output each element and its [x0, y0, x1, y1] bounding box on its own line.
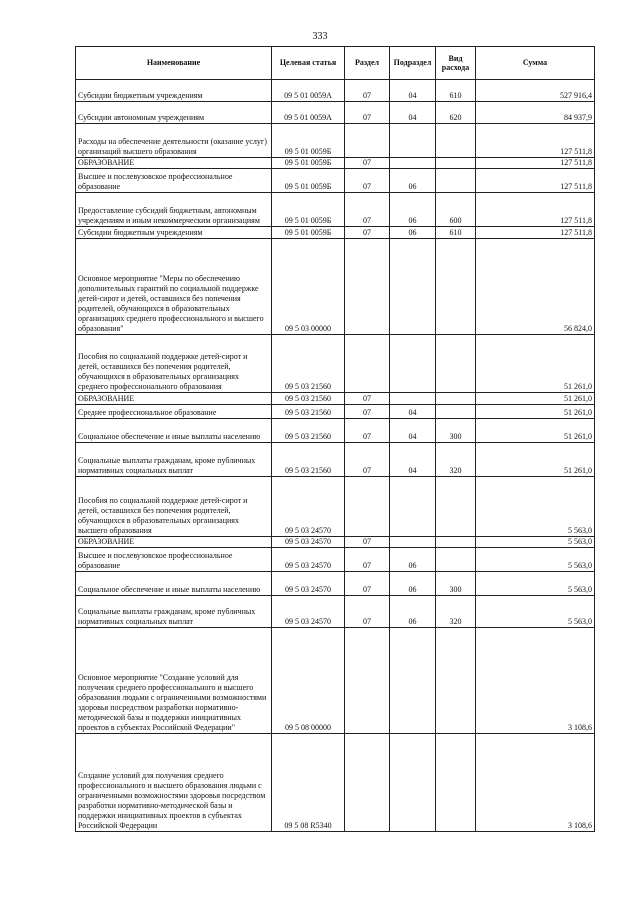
- header-amount: Сумма: [476, 47, 595, 80]
- cell-expense-type: 320: [436, 596, 476, 628]
- header-expense-type: Вид расхода: [436, 47, 476, 80]
- cell-amount: 51 261,0: [476, 419, 595, 443]
- cell-name: Пособия по социальной поддержке детей-сирот и детей, оставшихся без попечения родителей, обучающихся в образовательных организациях высшего образования: [76, 477, 272, 537]
- cell-name: Высшее и послевузовское профессиональное образование: [76, 169, 272, 193]
- cell-section: 07: [345, 158, 390, 169]
- cell-section: 07: [345, 80, 390, 102]
- cell-expense-type: 320: [436, 443, 476, 477]
- table-row: [76, 596, 595, 628]
- cell-target: 09 5 01 0059Б: [272, 158, 345, 169]
- cell-expense-type: [436, 405, 476, 419]
- cell-subsection: [390, 335, 436, 393]
- header-name: Наименование: [76, 47, 272, 80]
- table-row: [76, 477, 595, 537]
- cell-target: 09 5 01 0059Б: [272, 193, 345, 227]
- cell-name: Социальное обеспечение и иные выплаты населению: [76, 572, 272, 596]
- table-row: [76, 158, 595, 169]
- cell-target: 09 5 03 21560: [272, 393, 345, 405]
- cell-subsection: [390, 628, 436, 734]
- cell-subsection: 04: [390, 419, 436, 443]
- cell-expense-type: 610: [436, 80, 476, 102]
- cell-section: [345, 734, 390, 832]
- cell-expense-type: 620: [436, 102, 476, 124]
- cell-section: 07: [345, 393, 390, 405]
- cell-target: 09 5 01 0059А: [272, 102, 345, 124]
- cell-amount: 84 937,9: [476, 102, 595, 124]
- cell-subsection: [390, 239, 436, 335]
- cell-name: Основное мероприятие "Меры по обеспечению дополнительных гарантий по социальной поддержке детей-сирот и детей, оставшихся без попечения родителей, обучающихся в образовательных организациях среднего профессионального и высшего образования": [76, 239, 272, 335]
- table-row: [76, 193, 595, 227]
- table-row: [76, 628, 595, 734]
- cell-expense-type: 300: [436, 419, 476, 443]
- cell-target: 09 5 03 24570: [272, 548, 345, 572]
- header-section: Раздел: [345, 47, 390, 80]
- cell-section: 07: [345, 227, 390, 239]
- cell-expense-type: [436, 124, 476, 158]
- cell-section: 07: [345, 419, 390, 443]
- cell-section: 07: [345, 102, 390, 124]
- cell-amount: 5 563,0: [476, 537, 595, 548]
- budget-table: [75, 46, 595, 832]
- cell-section: 07: [345, 169, 390, 193]
- table-row: [76, 419, 595, 443]
- cell-expense-type: [436, 239, 476, 335]
- cell-target: 09 5 03 21560: [272, 335, 345, 393]
- cell-target: 09 5 08 00000: [272, 628, 345, 734]
- table-row: [76, 443, 595, 477]
- table-row: [76, 102, 595, 124]
- cell-amount: 3 108,6: [476, 628, 595, 734]
- cell-section: 07: [345, 572, 390, 596]
- cell-amount: 51 261,0: [476, 393, 595, 405]
- table-row: [76, 80, 595, 102]
- cell-section: 07: [345, 405, 390, 419]
- cell-target: 09 5 08 R5340: [272, 734, 345, 832]
- header-subsection: Подраздел: [390, 47, 436, 80]
- cell-amount: 127 511,8: [476, 158, 595, 169]
- cell-expense-type: 610: [436, 227, 476, 239]
- cell-amount: 5 563,0: [476, 477, 595, 537]
- page-number: 333: [312, 31, 328, 42]
- cell-expense-type: [436, 734, 476, 832]
- cell-subsection: 06: [390, 169, 436, 193]
- cell-name: Субсидии бюджетным учреждениям: [76, 227, 272, 239]
- cell-target: 09 5 03 24570: [272, 572, 345, 596]
- cell-name: Пособия по социальной поддержке детей-сирот и детей, оставшихся без попечения родителей, обучающихся в образовательных организациях среднего профессионального образования: [76, 335, 272, 393]
- table-row: [76, 734, 595, 832]
- cell-name: Субсидии автономным учреждениям: [76, 102, 272, 124]
- cell-expense-type: [436, 628, 476, 734]
- cell-name: Среднее профессиональное образование: [76, 405, 272, 419]
- cell-subsection: [390, 734, 436, 832]
- cell-expense-type: 300: [436, 572, 476, 596]
- cell-amount: 5 563,0: [476, 596, 595, 628]
- cell-section: 07: [345, 596, 390, 628]
- table-row: [76, 239, 595, 335]
- cell-amount: 127 511,8: [476, 193, 595, 227]
- table-row: [76, 537, 595, 548]
- cell-expense-type: [436, 548, 476, 572]
- cell-expense-type: [436, 477, 476, 537]
- cell-section: [345, 124, 390, 158]
- cell-name: Основное мероприятие "Создание условий для получения среднего профессионального и высшего образования людьми с ограниченными возможностями здоровья посредством разработки нормативно-методической базы и поддержки инициативных проектов в субъектах Российской Федерации": [76, 628, 272, 734]
- cell-target: 09 5 03 24570: [272, 596, 345, 628]
- cell-expense-type: 600: [436, 193, 476, 227]
- table-row: [76, 169, 595, 193]
- cell-name: Расходы на обеспечение деятельности (оказание услуг) организаций высшего образования: [76, 124, 272, 158]
- cell-subsection: 04: [390, 80, 436, 102]
- cell-name: Предоставление субсидий бюджетным, автономным учреждениям и иным некоммерческим организациям: [76, 193, 272, 227]
- cell-amount: 127 511,8: [476, 169, 595, 193]
- cell-subsection: 04: [390, 102, 436, 124]
- table-row: [76, 393, 595, 405]
- cell-name: Социальные выплаты гражданам, кроме публичных нормативных социальных выплат: [76, 596, 272, 628]
- cell-amount: 5 563,0: [476, 572, 595, 596]
- cell-amount: 51 261,0: [476, 443, 595, 477]
- cell-expense-type: [436, 393, 476, 405]
- cell-section: [345, 239, 390, 335]
- table-body: [76, 80, 595, 832]
- table-header-row: [76, 47, 595, 80]
- cell-name: Социальные выплаты гражданам, кроме публичных нормативных социальных выплат: [76, 443, 272, 477]
- cell-subsection: 06: [390, 572, 436, 596]
- cell-subsection: [390, 393, 436, 405]
- cell-name: ОБРАЗОВАНИЕ: [76, 537, 272, 548]
- cell-target: 09 5 03 21560: [272, 405, 345, 419]
- cell-subsection: 06: [390, 193, 436, 227]
- table-row: [76, 227, 595, 239]
- cell-target: 09 5 01 0059А: [272, 80, 345, 102]
- cell-target: 09 5 03 21560: [272, 419, 345, 443]
- cell-subsection: 06: [390, 227, 436, 239]
- cell-target: 09 5 03 21560: [272, 443, 345, 477]
- header-target: Целевая статья: [272, 47, 345, 80]
- cell-amount: 3 108,6: [476, 734, 595, 832]
- cell-amount: 127 511,8: [476, 227, 595, 239]
- cell-amount: 127 511,8: [476, 124, 595, 158]
- cell-subsection: [390, 477, 436, 537]
- cell-section: 07: [345, 443, 390, 477]
- cell-section: 07: [345, 193, 390, 227]
- cell-subsection: 04: [390, 405, 436, 419]
- table-row: [76, 124, 595, 158]
- cell-target: 09 5 01 0059Б: [272, 124, 345, 158]
- cell-section: 07: [345, 548, 390, 572]
- cell-name: Социальное обеспечение и иные выплаты населению: [76, 419, 272, 443]
- cell-subsection: [390, 158, 436, 169]
- cell-amount: 5 563,0: [476, 548, 595, 572]
- cell-target: 09 5 03 24570: [272, 537, 345, 548]
- cell-expense-type: [436, 537, 476, 548]
- table-row: [76, 405, 595, 419]
- cell-name: ОБРАЗОВАНИЕ: [76, 158, 272, 169]
- cell-amount: 51 261,0: [476, 405, 595, 419]
- cell-name: Высшее и послевузовское профессиональное образование: [76, 548, 272, 572]
- cell-name: Субсидии бюджетным учреждениям: [76, 80, 272, 102]
- cell-expense-type: [436, 158, 476, 169]
- cell-subsection: [390, 124, 436, 158]
- cell-section: 07: [345, 537, 390, 548]
- cell-section: [345, 335, 390, 393]
- cell-target: 09 5 03 24570: [272, 477, 345, 537]
- cell-expense-type: [436, 169, 476, 193]
- cell-subsection: 04: [390, 443, 436, 477]
- cell-amount: 56 824,0: [476, 239, 595, 335]
- cell-subsection: 06: [390, 548, 436, 572]
- cell-amount: 51 261,0: [476, 335, 595, 393]
- table-row: [76, 548, 595, 572]
- table-row: [76, 572, 595, 596]
- table-row: [76, 335, 595, 393]
- cell-amount: 527 916,4: [476, 80, 595, 102]
- cell-name: Создание условий для получения среднего профессионального и высшего образования людьми с ограниченными возможностями здоровья посредством разработки нормативно-методической базы и поддержки инициативных проектов в субъектах Российской Федерации: [76, 734, 272, 832]
- cell-section: [345, 477, 390, 537]
- cell-name: ОБРАЗОВАНИЕ: [76, 393, 272, 405]
- cell-target: 09 5 03 00000: [272, 239, 345, 335]
- cell-section: [345, 628, 390, 734]
- cell-target: 09 5 01 0059Б: [272, 227, 345, 239]
- cell-expense-type: [436, 335, 476, 393]
- cell-subsection: 06: [390, 596, 436, 628]
- cell-subsection: [390, 537, 436, 548]
- cell-target: 09 5 01 0059Б: [272, 169, 345, 193]
